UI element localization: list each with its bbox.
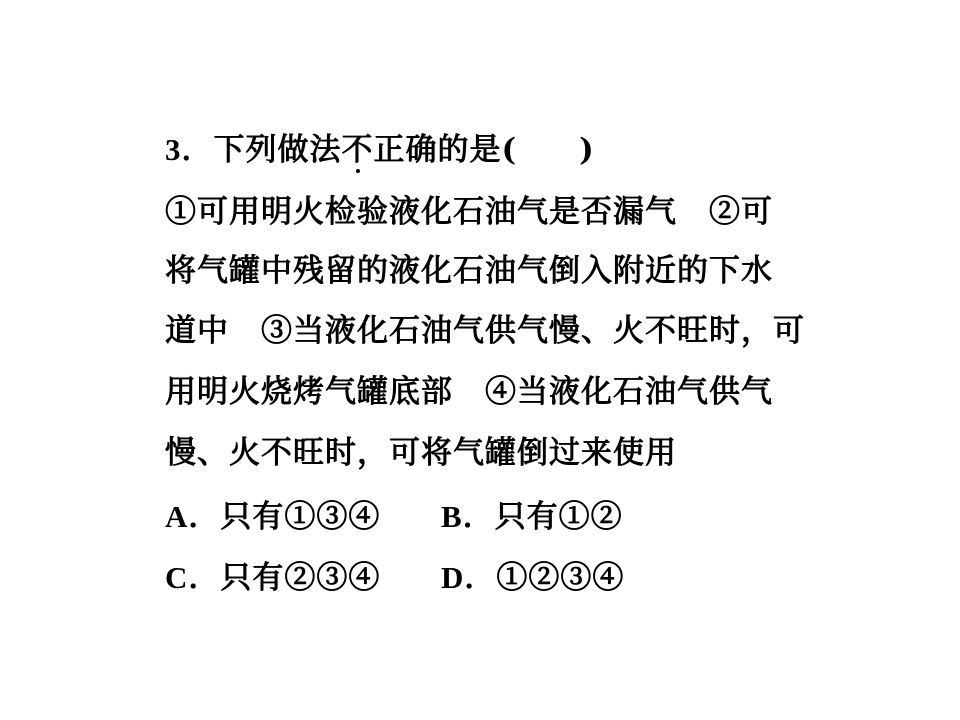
option-separator: ． [188,560,221,596]
statement-line: 慢、火不旺时，可将气罐倒过来使用 [165,435,677,471]
emphasized-word [342,130,374,170]
statement-line: 道中 ③当液化石油气供气慢、火不旺时，可 [165,313,805,349]
emphasized-char: 不 [341,132,374,168]
option-c[interactable] [165,558,380,598]
option-separator: ． [464,560,497,596]
emphasis-dot [356,169,360,173]
option-letter: B [441,499,463,534]
option-letter: A [165,499,189,534]
statement-line: ①可用明火检验液化石油气是否漏气 ②可 [165,194,773,230]
option-letter: D [441,560,465,595]
stem-text-after: 正确的是( [373,132,518,168]
question-stem [165,130,595,170]
option-b[interactable] [441,497,623,537]
option-letter: C [165,560,189,595]
option-separator: ． [462,499,495,535]
option-separator: ． [188,499,221,535]
option-text: 只有②③④ [220,560,381,596]
question-number: 3 [165,132,182,167]
option-a[interactable] [165,497,380,537]
option-d[interactable] [441,558,624,598]
question-number-separator: ． [181,132,214,168]
option-text: 只有①③④ [220,499,381,535]
stem-close-paren: ) [579,132,595,168]
statement-line: 用明火烧烤气罐底部 ④当液化石油气供气 [165,374,773,410]
option-text: 只有①② [494,499,623,535]
statement-line: 将气罐中残留的液化石油气倒入附近的下水 [165,253,773,289]
stem-text-before: 下列做法 [213,132,342,168]
option-text: ①②③④ [496,560,625,596]
